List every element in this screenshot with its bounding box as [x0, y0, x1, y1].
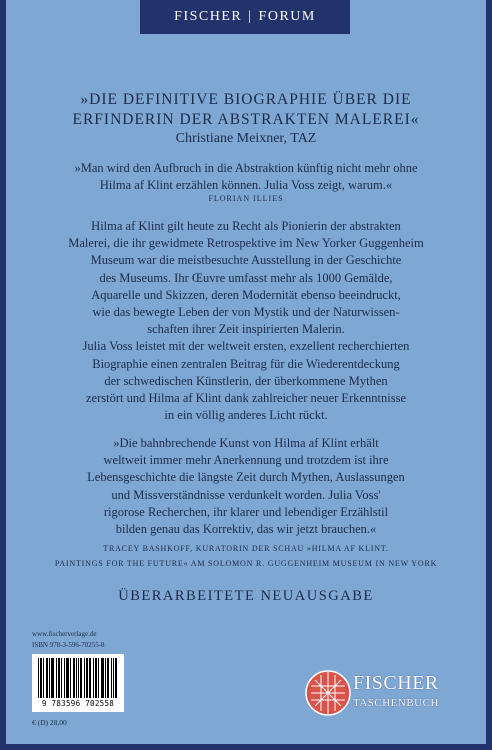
third-quote-source: [20, 541, 472, 571]
series-header: [140, 0, 350, 34]
publisher-label: FISCHER: [174, 9, 243, 24]
fischer-taschenbuch-logo: [305, 668, 465, 718]
third-quote-source-line: TRACEY BASHKOFF, KURATORIN DER SCHAU »HILMA AF KLINT.: [103, 544, 389, 553]
barcode: [32, 654, 124, 712]
description-line: Hilma af Klint gilt heute zu Recht als Pionierin der abstrakten: [91, 219, 401, 233]
edition-label: ÜBERARBEITETE NEUAUSGABE: [118, 588, 374, 604]
second-quote-source: FLORIAN ILLIES: [208, 194, 284, 203]
third-quote: [30, 435, 462, 538]
main-quote: [20, 90, 472, 130]
description-line: wie das bewegte Leben der von Mystik und der Naturwissen-: [92, 305, 400, 320]
description-line: Biographie einen zentralen Beitrag für die Wiederentdeckung: [92, 356, 400, 371]
barcode-digits: 9 783596 702558: [41, 699, 115, 708]
description-line: des Museums. Ihr Œuvre umfasst mehr als 1000 Gemälde,: [99, 270, 393, 285]
series-label: FORUM: [258, 9, 316, 24]
third-quote-line: »Die bahnbrechende Kunst von Hilma af Klint erhält: [113, 436, 379, 450]
isbn-number: ISBN 978-3-596-70255-8: [32, 641, 105, 649]
third-quote-source-line: PAINTINGS FOR THE FUTURE« AM SOLOMON R. GUGGENHEIM MUSEUM IN NEW YORK: [54, 559, 438, 568]
logo-name: FISCHER: [353, 672, 439, 694]
third-quote-line: und Missverständnisse verdunkelt worden. Julia Voss': [111, 487, 381, 502]
barcode-bars: [38, 658, 118, 698]
description-line: Aquarelle und Skizzen, deren Modernität ebenso beeindruckt,: [91, 287, 401, 302]
description-line: Museum war die meistbesuchte Ausstellung in der Geschichte: [90, 253, 402, 268]
main-quote-line: ERFINDERIN DER ABSTRAKTEN MALEREI«: [72, 111, 420, 128]
description-line: Malerei, die ihr gewidmete Retrospektive im New Yorker Guggenheim: [68, 236, 424, 251]
description-text: [30, 218, 462, 424]
main-quote-line: »DIE DEFINITIVE BIOGRAPHIE ÜBER DIE: [80, 91, 412, 108]
third-quote-line: bilden genau das Korrektiv, das wir jetzt brauchen.«: [115, 522, 377, 537]
price-label: € (D) 28,00: [32, 718, 67, 727]
description-line: Julia Voss leistet mit der weltweit ersten, exzellent recherchierten: [82, 339, 410, 354]
publisher-website: www.fischerverlage.de: [32, 630, 97, 638]
fischer-emblem-icon: [305, 670, 351, 716]
second-quote-line: »Man wird den Aufbruch in die Abstraktion künftig nicht mehr ohne: [74, 161, 418, 175]
logo-subtitle: TASCHENBUCH: [353, 697, 439, 709]
third-quote-line: Lebensgeschichte die längste Zeit durch Mythen, Auslassungen: [87, 470, 405, 485]
third-quote-line: rigorose Recherchen, ihr klarer und lebendiger Erzählstil: [103, 504, 389, 519]
main-quote-source: Christiane Meixner, TAZ: [175, 131, 317, 146]
second-quote-line: Hilma af Klint erzählen können. Julia Voss zeigt, warum.«: [99, 178, 393, 192]
description-line: der schwedischen Künstlerin, der überkommene Mythen: [104, 373, 388, 388]
second-quote: [30, 160, 462, 194]
description-line: in ein völlig anderes Licht rückt.: [164, 408, 328, 423]
header-separator: |: [248, 9, 253, 24]
third-quote-line: weltweit immer mehr Anerkennung und trotzdem ist ihre: [103, 453, 389, 468]
description-line: schaften ihrer Zeit inspirierten Malerin.: [147, 322, 345, 337]
description-line: zerstört und Hilma af Klint dank zahlreicher neuer Erkenntnisse: [85, 391, 407, 406]
